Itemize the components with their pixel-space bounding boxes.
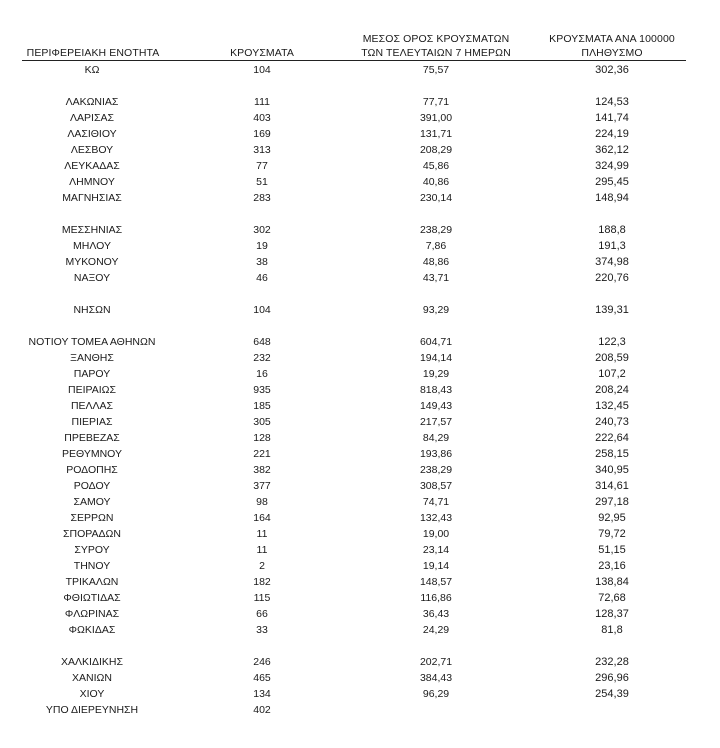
cell-cases-per-100k: 222,64: [595, 432, 629, 444]
header-cases: ΚΡΟΥΣΜΑΤΑ: [230, 47, 294, 59]
cell-cases-per-100k: 362,12: [595, 144, 629, 156]
header-per100k-line2: ΠΛΗΘΥΣΜΟ: [581, 47, 643, 59]
cell-cases-per-100k: 148,94: [595, 192, 629, 204]
cell-avg-7-days: 238,29: [419, 464, 453, 476]
cell-avg-7-days: 43,71: [422, 272, 450, 284]
cell-cases: 104: [253, 304, 271, 316]
cell-avg-7-days: 193,86: [419, 448, 453, 460]
table-row: [0, 622, 720, 638]
table-row: [0, 94, 720, 110]
cell-cases-per-100k: 72,68: [598, 592, 626, 604]
cell-region: ΧΙΟΥ: [79, 688, 105, 700]
table-row: [0, 398, 720, 414]
cell-cases-per-100k: 51,15: [598, 544, 626, 556]
cell-cases: 16: [256, 368, 268, 380]
cell-region: ΠΑΡΟΥ: [73, 368, 111, 380]
cell-avg-7-days: 391,00: [419, 112, 453, 124]
cell-avg-7-days: 36,43: [422, 608, 450, 620]
table-row: [0, 478, 720, 494]
cell-avg-7-days: 149,43: [419, 400, 453, 412]
cell-cases: 185: [253, 400, 271, 412]
cell-cases-per-100k: 79,72: [598, 528, 626, 540]
cell-region: ΛΕΣΒΟΥ: [70, 144, 114, 156]
cell-cases-per-100k: 188,8: [598, 224, 626, 236]
cell-cases: 38: [256, 256, 268, 268]
header-rule: [22, 60, 686, 61]
table-row: [0, 702, 720, 718]
cell-cases-per-100k: 208,24: [595, 384, 629, 396]
cell-avg-7-days: 19,00: [422, 528, 450, 540]
cell-cases: 246: [253, 656, 271, 668]
cell-cases-per-100k: 258,15: [595, 448, 629, 460]
cell-region: ΤΗΝΟΥ: [73, 560, 111, 572]
table-row: [0, 542, 720, 558]
cell-cases-per-100k: 374,98: [595, 256, 629, 268]
cell-region: ΡΕΘΥΜΝΟΥ: [61, 448, 122, 460]
cell-cases-per-100k: 107,2: [598, 368, 626, 380]
table-row: [0, 494, 720, 510]
cell-region: ΞΑΝΘΗΣ: [70, 352, 114, 364]
table-row: [0, 222, 720, 238]
cell-cases: 313: [253, 144, 271, 156]
table-row: [0, 558, 720, 574]
cell-region: ΠΡΕΒΕΖΑΣ: [64, 432, 120, 444]
cell-region: ΛΑΣΙΘΙΟΥ: [67, 128, 117, 140]
cell-region: ΦΘΙΩΤΙΔΑΣ: [63, 592, 121, 604]
header-cases-per-100k: [522, 32, 702, 60]
cell-region: ΧΑΝΙΩΝ: [72, 672, 112, 684]
table-row: [0, 158, 720, 174]
cell-cases: 66: [256, 608, 268, 620]
cell-region: ΣΥΡΟΥ: [74, 544, 110, 556]
table-row: [0, 126, 720, 142]
cell-avg-7-days: 48,86: [422, 256, 450, 268]
cell-cases-per-100k: 138,84: [595, 576, 629, 588]
cell-avg-7-days: 24,29: [422, 624, 450, 636]
cell-cases: 305: [253, 416, 271, 428]
table-row: [0, 190, 720, 206]
cell-cases-per-100k: 314,61: [595, 480, 629, 492]
cell-cases: 19: [256, 240, 268, 252]
cell-avg-7-days: 384,43: [419, 672, 453, 684]
table-row: [0, 606, 720, 622]
cell-cases-per-100k: 295,45: [595, 176, 629, 188]
table-row: [0, 654, 720, 670]
header-avg-line1: ΜΕΣΟΣ ΟΡΟΣ ΚΡΟΥΣΜΑΤΩΝ: [362, 33, 510, 45]
table-row: [0, 526, 720, 542]
cell-cases-per-100k: 81,8: [601, 624, 623, 636]
table-row: [0, 670, 720, 686]
cell-avg-7-days: 7,86: [425, 240, 447, 252]
table-row: [0, 590, 720, 606]
cell-region: ΝΗΣΩΝ: [73, 304, 111, 316]
cell-cases-per-100k: 124,53: [595, 96, 629, 108]
cell-avg-7-days: 202,71: [419, 656, 453, 668]
table-row: [0, 350, 720, 366]
table-row: [0, 110, 720, 126]
header-avg-line2: ΤΩΝ ΤΕΛΕΥΤΑΙΩΝ 7 ΗΜΕΡΩΝ: [361, 47, 511, 59]
cell-region: ΜΗΛΟΥ: [73, 240, 111, 252]
cell-cases: 403: [253, 112, 271, 124]
cell-region: ΧΑΛΚΙΔΙΚΗΣ: [61, 656, 123, 668]
cell-cases: 164: [253, 512, 271, 524]
cell-avg-7-days: 604,71: [419, 336, 453, 348]
cell-cases-per-100k: 296,96: [595, 672, 629, 684]
table-row: [0, 430, 720, 446]
cell-cases: 46: [256, 272, 268, 284]
table-row: [0, 174, 720, 190]
cell-cases: 77: [256, 160, 268, 172]
cell-avg-7-days: 45,86: [422, 160, 450, 172]
cell-region: ΣΕΡΡΩΝ: [70, 512, 114, 524]
cell-avg-7-days: 308,57: [419, 480, 453, 492]
cell-cases: 232: [253, 352, 271, 364]
cell-cases-per-100k: 297,18: [595, 496, 629, 508]
cell-cases: 111: [254, 96, 270, 108]
cell-avg-7-days: 19,14: [422, 560, 450, 572]
cell-cases: 402: [253, 704, 271, 716]
table-row: [0, 62, 720, 78]
table-row: [0, 334, 720, 350]
cell-avg-7-days: 818,43: [419, 384, 453, 396]
cell-cases-per-100k: 132,45: [595, 400, 629, 412]
header-region: ΠΕΡΙΦΕΡΕΙΑΚΗ ΕΝΟΤΗΤΑ: [26, 47, 160, 59]
cell-cases-per-100k: 302,36: [595, 64, 629, 76]
cell-cases: 33: [256, 624, 268, 636]
cell-region: ΜΕΣΣΗΝΙΑΣ: [61, 224, 123, 236]
cell-cases-per-100k: 191,3: [598, 240, 626, 252]
cell-cases-per-100k: 208,59: [595, 352, 629, 364]
cell-region: ΥΠΟ ΔΙΕΡΕΥΝΗΣΗ: [45, 704, 139, 716]
cell-cases-per-100k: 92,95: [598, 512, 626, 524]
cell-cases: 377: [253, 480, 271, 492]
cell-avg-7-days: 19,29: [422, 368, 450, 380]
table-row: [0, 366, 720, 382]
table-row: [0, 510, 720, 526]
cell-cases: 115: [253, 592, 271, 604]
cell-region: ΠΕΙΡΑΙΩΣ: [68, 384, 116, 396]
cell-avg-7-days: 131,71: [419, 128, 453, 140]
cell-region: ΦΩΚΙΔΑΣ: [68, 624, 116, 636]
table-row: [0, 270, 720, 286]
table-row: [0, 238, 720, 254]
cell-region: ΛΗΜΝΟΥ: [69, 176, 115, 188]
cell-cases: 648: [253, 336, 271, 348]
table-row: [0, 302, 720, 318]
table-row: [0, 686, 720, 702]
cell-cases-per-100k: 220,76: [595, 272, 629, 284]
cell-cases: 283: [253, 192, 271, 204]
cell-cases: 302: [253, 224, 271, 236]
cell-avg-7-days: 116,86: [420, 592, 452, 604]
cell-region: ΝΑΞΟΥ: [73, 272, 111, 284]
cell-avg-7-days: 40,86: [422, 176, 450, 188]
cell-avg-7-days: 77,71: [422, 96, 450, 108]
cell-region: ΠΙΕΡΙΑΣ: [71, 416, 113, 428]
table-row: [0, 382, 720, 398]
cell-region: ΛΑΚΩΝΙΑΣ: [65, 96, 119, 108]
cell-region: ΜΑΓΝΗΣΙΑΣ: [62, 192, 122, 204]
cell-cases: 128: [253, 432, 271, 444]
cell-cases: 51: [256, 176, 268, 188]
cell-avg-7-days: 93,29: [422, 304, 450, 316]
header-avg-7-days: [350, 32, 522, 60]
table-row: [0, 462, 720, 478]
table-row: [0, 142, 720, 158]
cell-region: ΝΟΤΙΟΥ ΤΟΜΕΑ ΑΘΗΝΩΝ: [28, 336, 156, 348]
header-per100k-line1: ΚΡΟΥΣΜΑΤΑ ΑΝΑ 100000: [549, 33, 675, 45]
cell-cases-per-100k: 240,73: [595, 416, 629, 428]
cell-cases-per-100k: 324,99: [595, 160, 629, 172]
cell-avg-7-days: 217,57: [419, 416, 453, 428]
cell-cases: 98: [256, 496, 268, 508]
cell-region: ΣΑΜΟΥ: [73, 496, 111, 508]
cell-cases: 11: [256, 544, 268, 556]
table-row: [0, 574, 720, 590]
cell-cases: 221: [253, 448, 271, 460]
cell-cases-per-100k: 340,95: [595, 464, 629, 476]
cell-avg-7-days: 194,14: [419, 352, 453, 364]
cell-avg-7-days: 230,14: [419, 192, 453, 204]
cell-cases-per-100k: 232,28: [595, 656, 629, 668]
cell-cases-per-100k: 122,3: [598, 336, 626, 348]
cell-cases-per-100k: 23,16: [598, 560, 626, 572]
cell-region: ΛΑΡΙΣΑΣ: [70, 112, 114, 124]
cell-avg-7-days: 84,29: [422, 432, 450, 444]
cell-region: ΡΟΔΟΥ: [73, 480, 111, 492]
cell-region: ΚΩ: [84, 64, 100, 76]
cell-cases-per-100k: 224,19: [595, 128, 629, 140]
table-row: [0, 446, 720, 462]
table-row: [0, 414, 720, 430]
cell-cases-per-100k: 128,37: [595, 608, 629, 620]
cell-region: ΜΥΚΟΝΟΥ: [65, 256, 119, 268]
cell-cases-per-100k: 254,39: [595, 688, 629, 700]
cell-cases-per-100k: 139,31: [595, 304, 629, 316]
cell-cases: 11: [256, 528, 268, 540]
cell-avg-7-days: 23,14: [422, 544, 450, 556]
cell-cases: 2: [259, 560, 265, 572]
cell-cases: 134: [253, 688, 271, 700]
cell-region: ΠΕΛΛΑΣ: [70, 400, 114, 412]
cell-cases-per-100k: 141,74: [595, 112, 629, 124]
cell-region: ΡΟΔΟΠΗΣ: [66, 464, 118, 476]
cell-cases: 104: [253, 64, 271, 76]
cell-avg-7-days: 96,29: [422, 688, 450, 700]
cell-region: ΣΠΟΡΑΔΩΝ: [63, 528, 121, 540]
cell-cases: 182: [253, 576, 271, 588]
cell-region: ΤΡΙΚΑΛΩΝ: [65, 576, 119, 588]
cell-avg-7-days: 74,71: [422, 496, 450, 508]
cell-region: ΛΕΥΚΑΔΑΣ: [64, 160, 120, 172]
cell-avg-7-days: 208,29: [419, 144, 453, 156]
cell-cases: 935: [253, 384, 271, 396]
cell-avg-7-days: 238,29: [419, 224, 453, 236]
cell-cases: 169: [253, 128, 271, 140]
cell-avg-7-days: 75,57: [422, 64, 450, 76]
cell-avg-7-days: 132,43: [419, 512, 453, 524]
cell-region: ΦΛΩΡΙΝΑΣ: [64, 608, 120, 620]
cell-avg-7-days: 148,57: [419, 576, 453, 588]
cell-cases: 465: [253, 672, 271, 684]
cell-cases: 382: [253, 464, 271, 476]
table-row: [0, 254, 720, 270]
